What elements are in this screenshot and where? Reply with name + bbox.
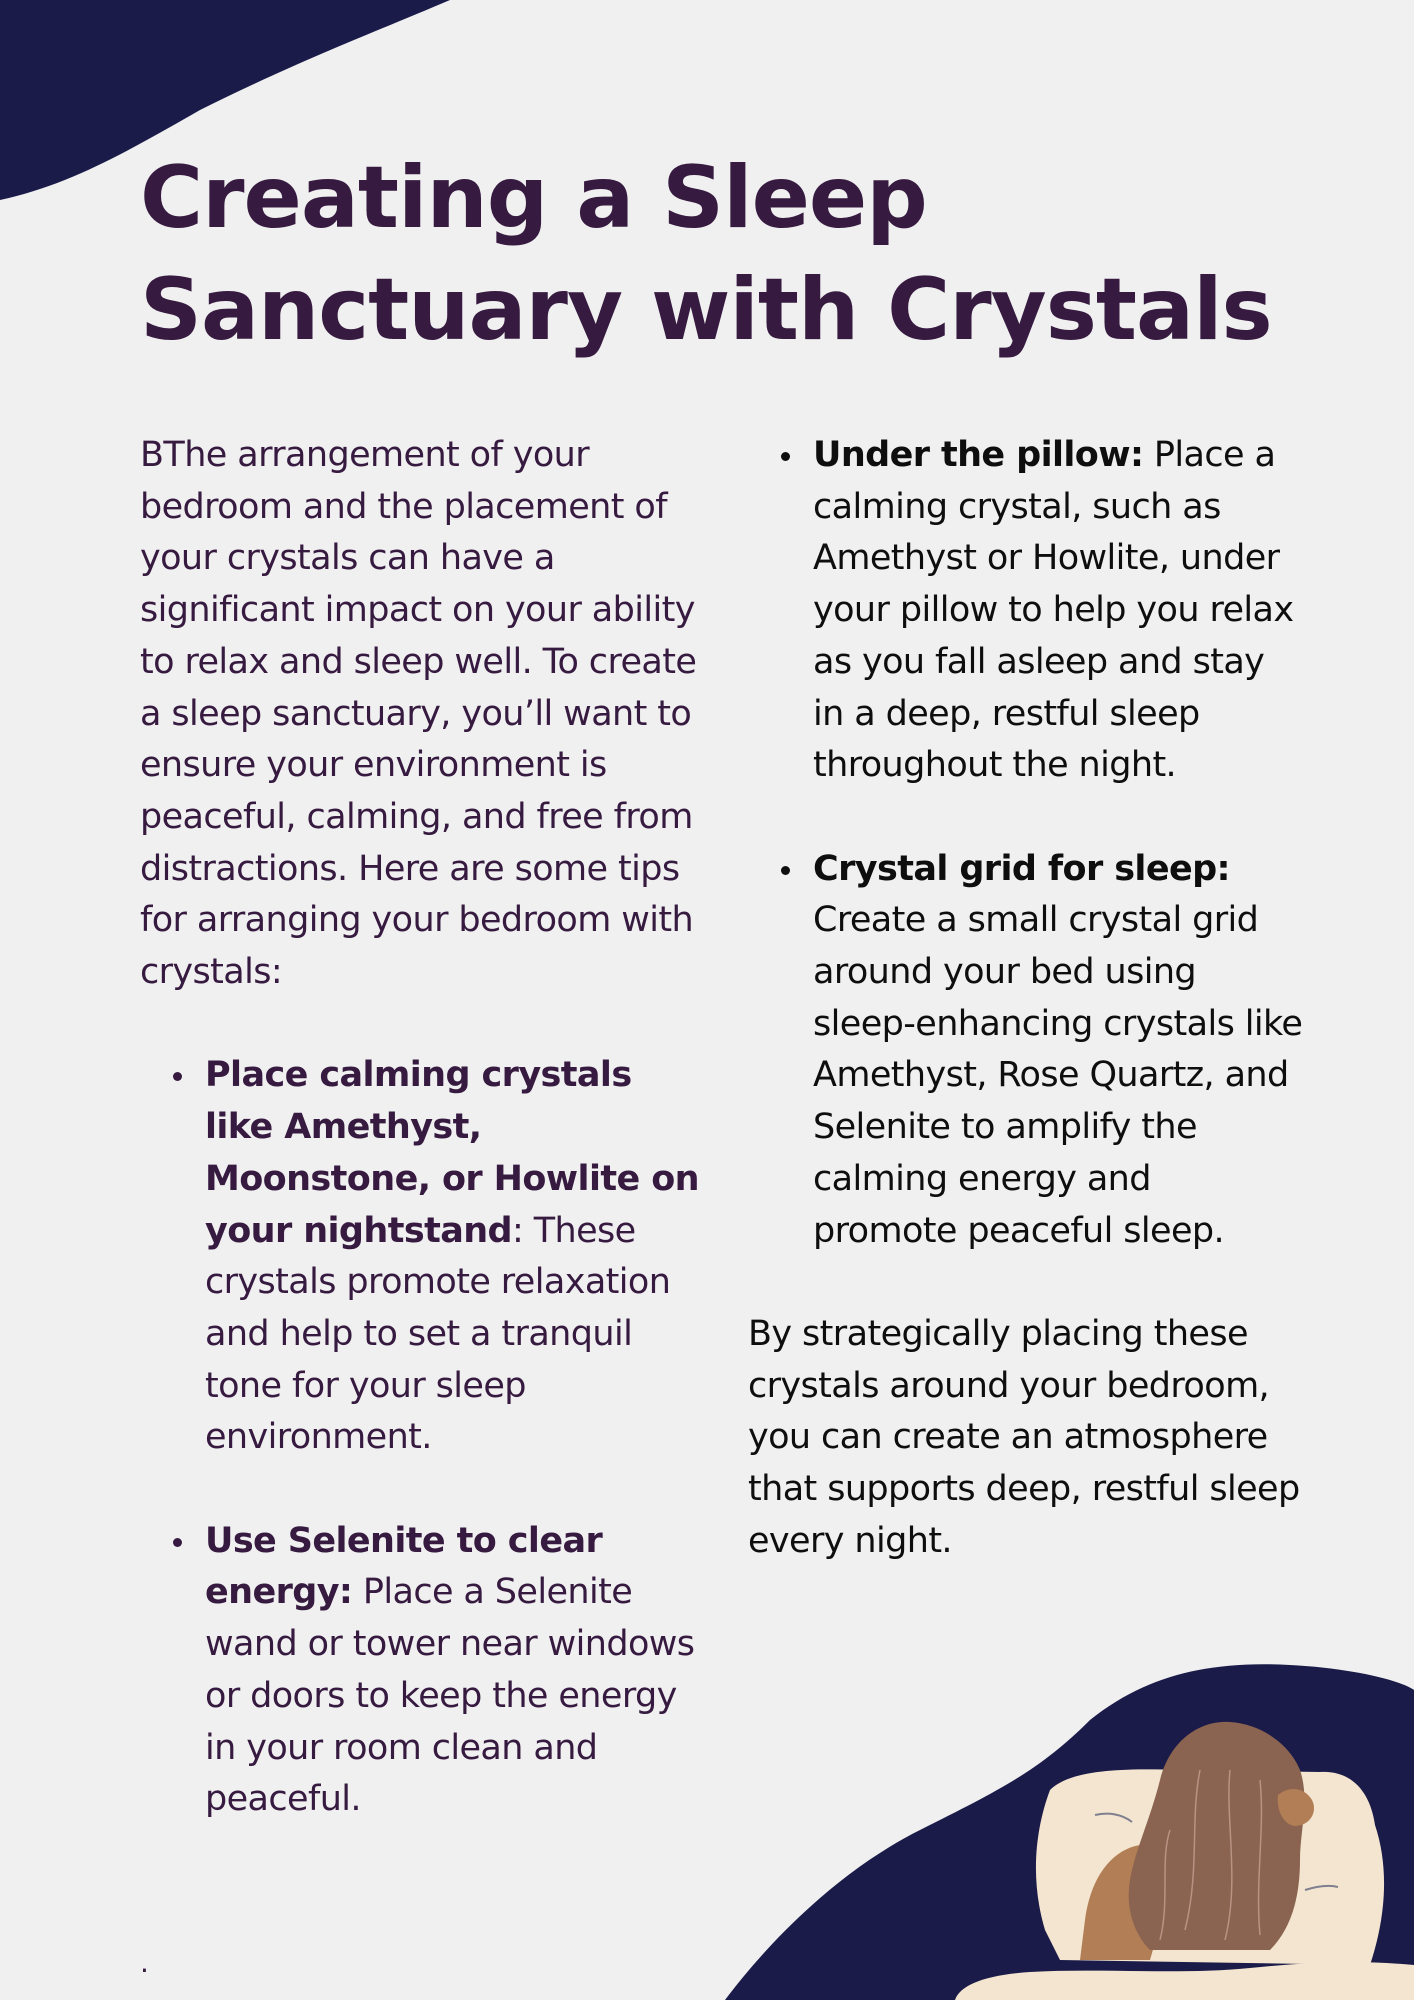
list-item [140,1516,700,1826]
tip-text: : These crystals promote relaxation and help to set a tranquil tone for your sleep environment. [205,1210,671,1458]
tip-text: Place a Selenite wand or tower near windows or doors to keep the energy in your room clean and peaceful. [205,1572,695,1820]
tip-text: Place a calming crystal, such as Amethyst or Howlite, under your pillow to help you relax as you fall asleep and stay in a deep, restful sleep throughout the night. [813,435,1294,786]
tip-heading: Crystal grid for sleep: [813,848,1230,889]
footer-dot: . [140,1946,149,1979]
list-item [748,430,1303,792]
right-tips-list [748,430,1303,1257]
title-line-2: Sanctuary with Crystals [140,260,1272,360]
left-tips-list [140,1050,700,1826]
title-line-1: Creating a Sleep [140,148,927,248]
closing-paragraph: By strategically placing these crystals around your bedroom, you can create an atmosphere that supports deep, restful sleep every night. [748,1313,1300,1561]
tip-heading: Use Selenite to clear energy: [205,1520,603,1613]
list-item [748,844,1303,1258]
right-column [748,430,1303,1567]
tip-heading: Under the pillow: [813,435,1144,475]
intro-paragraph: BThe arrangement of your bedroom and the placement of your crystals can have a significant impact on your ability to relax and sleep well. To create a sleep sanctuary, you’ll want to ensure your environment is peaceful, calming, and free from distractions. Here are some tips for arranging your bedroom with crystals: [140,435,697,993]
tip-heading: Place calming crystals like Amethyst, Moonstone, or Howlite on your nightstand [205,1055,699,1251]
page-title [140,142,1300,366]
tip-text: Create a small crystal grid around your bed using sleep-enhancing crystals like Amethyst, Rose Quartz, and Selenite to amplify the calming energy and promote peaceful sleep. [813,900,1303,1251]
left-column [140,430,700,1826]
list-item [140,1050,700,1464]
